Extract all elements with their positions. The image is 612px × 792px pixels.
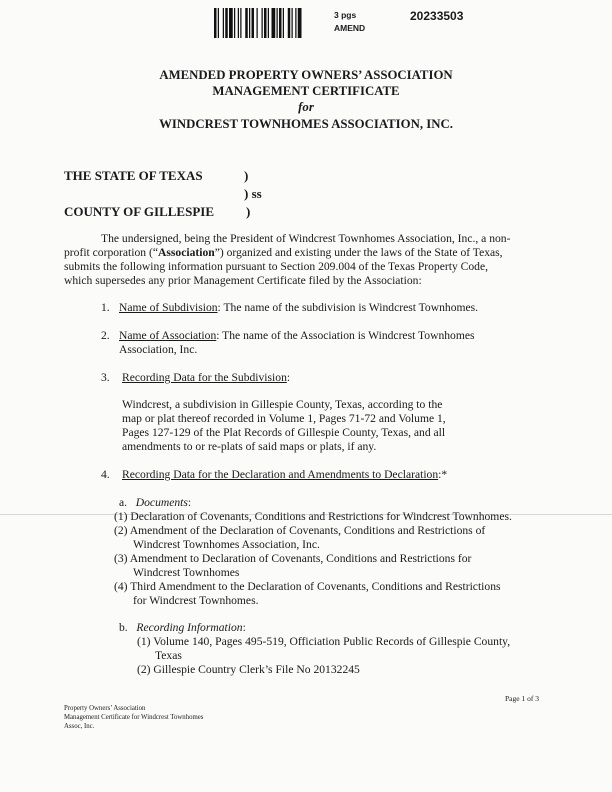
documents-colon: : [187, 496, 192, 509]
title-line-3: for [298, 100, 314, 114]
stamp-pages: 3 pgs [334, 10, 357, 20]
document-number: 20233503 [410, 9, 464, 23]
title-line-1: AMENDED PROPERTY OWNERS’ ASSOCIATION [159, 68, 453, 82]
recording-subheading [119, 621, 246, 635]
venue-paren-3: ) [246, 204, 251, 219]
item-1 [119, 301, 478, 315]
item-1-heading: Name of Subdivision [119, 301, 218, 314]
item-3-number: 3. [101, 371, 110, 384]
recording-1-line-2: Texas [155, 649, 182, 662]
venue-paren-1: ) [244, 168, 249, 183]
intro-line-3: submits the following information pursuant to Section 209.004 of the Texas Property Code, [64, 260, 489, 273]
item-3-paragraph-line-2: map or plat thereof recorded in Volume 1, Pages 71-72 and Volume 1, [122, 412, 446, 425]
item-4-text: :* [438, 468, 448, 481]
document-1: (1) Declaration of Covenants, Conditions and Restrictions for Windcrest Townhomes. [114, 510, 512, 523]
association-term: Association [158, 246, 215, 259]
item-4 [122, 468, 447, 482]
documents-heading: Documents [135, 496, 188, 509]
recording-2: (2) Gillespie Country Clerk’s File No 20132245 [137, 663, 360, 676]
recording-colon: : [242, 621, 246, 634]
item-2-number: 2. [101, 329, 110, 342]
recording-heading: Recording Information [136, 621, 243, 634]
recording-stamp [334, 9, 365, 35]
documents-subheading [119, 496, 191, 510]
item-3-text: : [286, 371, 291, 384]
footer-line-1: Property Owners’ Association [64, 705, 146, 712]
venue-state: THE STATE OF TEXAS [64, 168, 203, 183]
stamp-type: AMEND [334, 23, 366, 33]
venue-county: COUNTY OF GILLESPIE [64, 204, 215, 219]
item-3 [122, 371, 290, 385]
recording-label: b. [119, 621, 128, 634]
document-2-line-1: (2) Amendment of the Declaration of Covenants, Conditions and Restrictions of [114, 524, 486, 537]
item-3-paragraph-line-3: Pages 127-129 of the Plat Records of Gillespie County, Texas, and all [122, 426, 446, 439]
intro-line-2 [64, 246, 503, 260]
item-3-paragraph-line-4: amendments to or re-plats of said maps or plats, if any. [122, 440, 377, 453]
intro-line-4: which supersedes any prior Management Certificate filed by the Association: [64, 274, 422, 287]
item-2-text-2: Association, Inc. [119, 343, 198, 356]
documents-label: a. [119, 496, 128, 509]
item-3-paragraph-line-1: Windcrest, a subdivision in Gillespie County, Texas, according to the [122, 398, 443, 411]
document-4-line-1: (4) Third Amendment to the Declaration of Covenants, Conditions and Restrictions [114, 580, 501, 593]
item-2-heading: Name of Association [119, 329, 217, 342]
document-2-line-2: Windcrest Townhomes Association, Inc. [133, 538, 320, 551]
item-4-heading: Recording Data for the Declaration and Amendments to Declaration [122, 468, 439, 481]
item-4-number: 4. [101, 468, 110, 481]
title-line-4: WINDCREST TOWNHOMES ASSOCIATION, INC. [159, 117, 453, 131]
recording-1-line-1: (1) Volume 140, Pages 495-519, Officiation Public Records of Gillespie County, [137, 635, 511, 648]
footer-line-3: Assoc, Inc. [64, 723, 95, 730]
barcode-image [214, 8, 330, 38]
title-line-2: MANAGEMENT CERTIFICATE [212, 84, 400, 98]
item-2 [119, 329, 475, 343]
intro-line-1: The undersigned, being the President of Windcrest Townhomes Association, Inc., a non- [101, 232, 511, 245]
intro-line-2a: profit corporation (“ [64, 246, 159, 259]
item-2-text: : The name of the Association is Windcrest Townhomes [216, 329, 475, 342]
document-3-line-1: (3) Amendment to Declaration of Covenants, Conditions and Restrictions for [114, 552, 472, 565]
intro-line-2c: ”) organized and existing under the laws of the State of Texas, [214, 246, 503, 259]
document-3-line-2: Windcrest Townhomes [133, 566, 240, 579]
item-3-heading: Recording Data for the Subdivision [122, 371, 287, 384]
venue-ss: ) ss [244, 186, 262, 201]
item-1-number: 1. [101, 301, 110, 314]
footer-line-2: Management Certificate for Windcrest Townhomes [64, 714, 204, 721]
page-number: Page 1 of 3 [505, 694, 539, 703]
document-4-line-2: for Windcrest Townhomes. [133, 594, 259, 607]
item-1-text: : The name of the subdivision is Windcrest Townhomes. [217, 301, 479, 314]
